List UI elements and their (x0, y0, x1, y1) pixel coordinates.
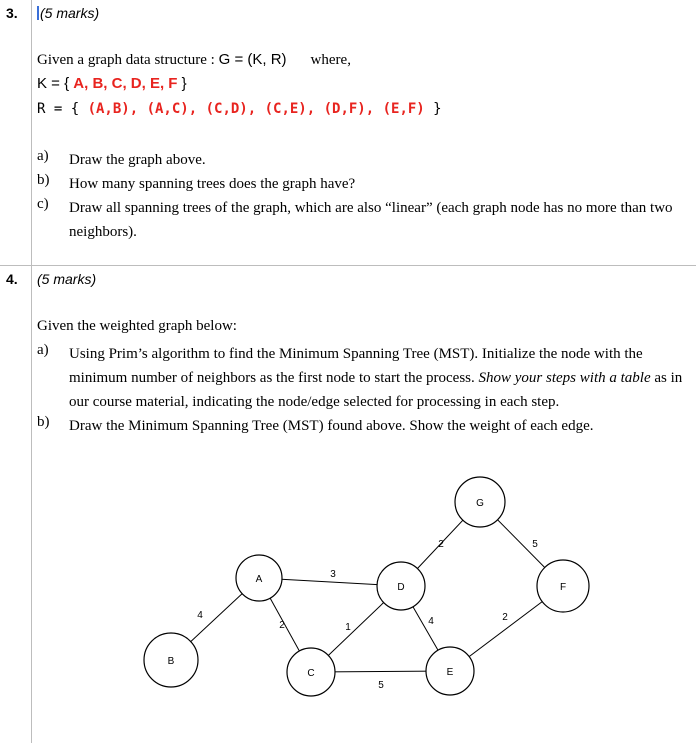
graph-node-a-label: A (255, 574, 263, 585)
q4-item-a-emphasis: Show your steps with a table (478, 370, 651, 386)
q3-k-prefix: K = { (37, 75, 74, 92)
graph-node-f-label: F (559, 582, 567, 593)
edge-weight-d-g: 2 (438, 539, 444, 550)
q4-item-b-label: b) (37, 414, 50, 430)
graph-node-c-label: C (307, 668, 315, 679)
q4-item-a-body: Using Prim’s algorithm to find the Minimum Spanning Tree (MST). Initialize the node with the minimum number of neighbors as the first node to start the process. (69, 346, 643, 386)
question-3-number: 3. (6, 5, 18, 21)
question-3-marks-text: (5 marks) (40, 5, 100, 21)
graph-node-d-label: D (397, 582, 405, 593)
q3-where: where, (310, 52, 351, 68)
edge-weight-c-d: 1 (345, 622, 351, 633)
q3-item-c-label: c) (37, 196, 49, 212)
q3-r-values: (A,B), (A,C), (C,D), (C,E), (D,F), (E,F) (87, 101, 425, 117)
question-4-marks: (5 marks) (37, 271, 97, 287)
edge-weight-a-c: 2 (279, 620, 285, 631)
graph-node-g-label: G (476, 498, 484, 509)
q4-intro: Given the weighted graph below: (37, 318, 237, 334)
q4-item-b-text: Draw the Minimum Spanning Tree (MST) found above. Show the weight of each edge. (69, 418, 594, 434)
question-4-number: 4. (6, 271, 18, 287)
edge-weight-d-e: 4 (428, 616, 434, 627)
edge-weight-a-d: 3 (330, 569, 336, 580)
q3-k-suffix: } (177, 75, 187, 92)
edge-weight-g-f: 5 (532, 539, 538, 550)
q3-k-values: A, B, C, D, E, F (73, 75, 178, 92)
q3-item-b-text: How many spanning trees does the graph have? (69, 176, 356, 192)
q3-graph-equation: G = (K, R) (218, 51, 287, 68)
q3-r-prefix: R = { (37, 101, 88, 117)
q3-r-suffix: } (424, 101, 442, 117)
q3-item-a-text: Draw the graph above. (69, 152, 206, 168)
q4-item-a-body-2: as in our course material, indicating the node/edge selected for processing in each step. (69, 370, 683, 410)
q4-item-a-label: a) (37, 342, 49, 358)
graph-node-b-label: B (167, 656, 175, 667)
edge-weight-a-b: 4 (197, 610, 203, 621)
graph-node-e-label: E (446, 667, 454, 678)
q3-intro-text: Given a graph data structure : (37, 52, 219, 68)
q3-item-c-text: Draw all spanning trees of the graph, which are also “linear” (each graph node has no more than two neighbors). (69, 200, 673, 240)
q3-item-b-label: b) (37, 172, 50, 188)
edge-weight-c-e: 5 (378, 680, 384, 691)
edge-weight-e-f: 2 (502, 612, 508, 623)
q3-item-a-label: a) (37, 148, 49, 164)
